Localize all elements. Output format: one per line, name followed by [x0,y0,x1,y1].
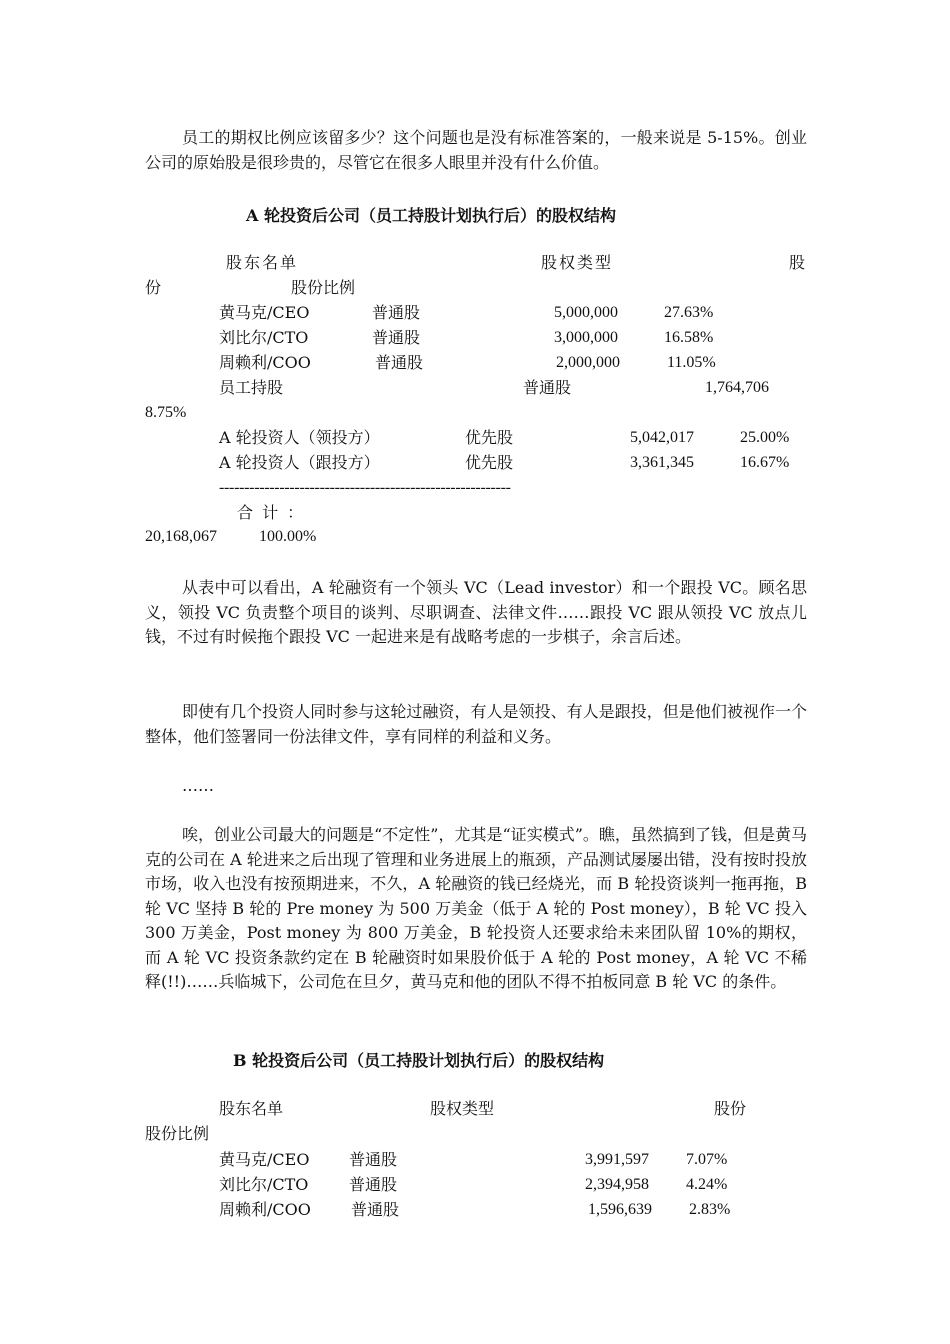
table-a-header-shares-part1: 股 [789,253,806,272]
ellipsis-text: …… [182,776,214,795]
row-ratio: 7.07% [686,1151,728,1168]
row-ratio: 25.00% [740,429,790,446]
row-name: 黄马克/CEO [219,1150,310,1169]
row-name: 员工持股 [219,378,284,397]
row-ratio: 4.24% [686,1176,728,1193]
row-ratio: 8.75% [145,404,187,421]
row-shares: 3,991,597 [585,1151,649,1168]
row-name: A 轮投资人（跟投方） [219,453,380,472]
table-a-total-label: 合 计 ： [237,503,306,522]
row-name: 刘比尔/CTO [219,328,309,347]
row-name: 刘比尔/CTO [219,1175,309,1194]
table-a-total-ratio: 100.00% [259,528,317,545]
row-shares: 3,000,000 [554,329,618,346]
table-a-header-shares-part2: 份 [145,278,162,297]
paragraph-round-b: 唉，创业公司最大的问题是“不定性”，尤其是“证实模式”。瞧，虽然搞到了钱，但是黄马克的公司在 A 轮进来之后出现了管理和业务进展上的瓶颈，产品测试屡屡出错，没有按时投放市场，收入也没有按预期进来，不久，A 轮融资的钱已经烧光，而 B 轮投资谈判一拖再拖，B 轮 VC 坚持 B 轮的 Pre money 为 500 万美金（低于 A 轮的 Post money），B 轮 VC 投入 300 万美金，Post money 为 800 万美金，B 轮投资人还要求给未来团队留 10%的期权，而 A 轮 VC 投资条款约定在 B 轮融资时如果股价低于 A 轮的 Post money，A 轮 VC 不稀释(!!)……兵临城下，公司危在旦夕，黄马克和他的团队不得不拍板同意 B 轮 VC 的条件。 [145,825,807,991]
row-type: 普通股 [349,1175,398,1194]
row-type: 普通股 [372,328,421,347]
row-ratio: 27.63% [664,304,714,321]
paragraph-investors-whole: 即使有几个投资人同时参与这轮过融资，有人是领投、有人是跟投，但是他们被视作一个整体，他们签署同一份法律文件，享有同样的利益和义务。 [145,702,807,746]
row-shares: 5,000,000 [554,304,618,321]
table-a-header-type: 股权类型 [541,253,614,272]
row-shares: 2,394,958 [585,1176,649,1193]
table-a-header-name: 股东名单 [226,253,299,272]
table-b-header-shares: 股份 [714,1099,747,1118]
row-name: 周赖利/COO [219,1200,311,1219]
row-type: 普通股 [351,1200,400,1219]
paragraph-lead-investor: 从表中可以看出，A 轮融资有一个领头 VC（Lead investor）和一个跟投 VC。顾名思义，领投 VC 负责整个项目的谈判、尽职调查、法律文件……跟投 VC 跟从领投 VC 放点儿钱，不过有时候拖个跟投 VC 一起进来是有战略考虑的一步棋子，余言后述。 [145,578,807,646]
row-ratio: 16.58% [664,329,714,346]
row-type: 普通股 [375,353,424,372]
row-name: 周赖利/COO [219,353,311,372]
row-name: 黄马克/CEO [219,303,310,322]
table-a-total-shares: 20,168,067 [145,528,217,545]
row-shares: 2,000,000 [556,354,620,371]
row-shares: 1,764,706 [705,379,769,396]
row-type: 优先股 [465,428,514,447]
table-b-title: B 轮投资后公司（员工持股计划执行后）的股权结构 [233,1051,605,1070]
table-b-header-ratio: 股份比例 [145,1124,210,1143]
row-shares: 5,042,017 [630,429,694,446]
table-a-title: A 轮投资后公司（员工持股计划执行后）的股权结构 [246,206,616,225]
row-name: A 轮投资人（领投方） [219,428,380,447]
row-ratio: 16.67% [740,454,790,471]
table-a-header-ratio: 股份比例 [291,278,356,297]
row-type: 普通股 [372,303,421,322]
intro-paragraph: 员工的期权比例应该留多少？这个问题也是没有标准答案的，一般来说是 5-15%。创业公司的原始股是很珍贵的，尽管它在很多人眼里并没有什么价值。 [145,128,807,172]
row-ratio: 2.83% [689,1201,731,1218]
table-b-header-name: 股东名单 [219,1099,284,1118]
row-type: 普通股 [349,1150,398,1169]
row-shares: 1,596,639 [588,1201,652,1218]
table-a-divider: ---------------------------------------------------------- [219,479,511,496]
row-type: 优先股 [465,453,514,472]
row-shares: 3,361,345 [630,454,694,471]
table-b-header-type: 股权类型 [430,1099,495,1118]
row-ratio: 11.05% [667,354,716,371]
row-type: 普通股 [523,378,572,397]
